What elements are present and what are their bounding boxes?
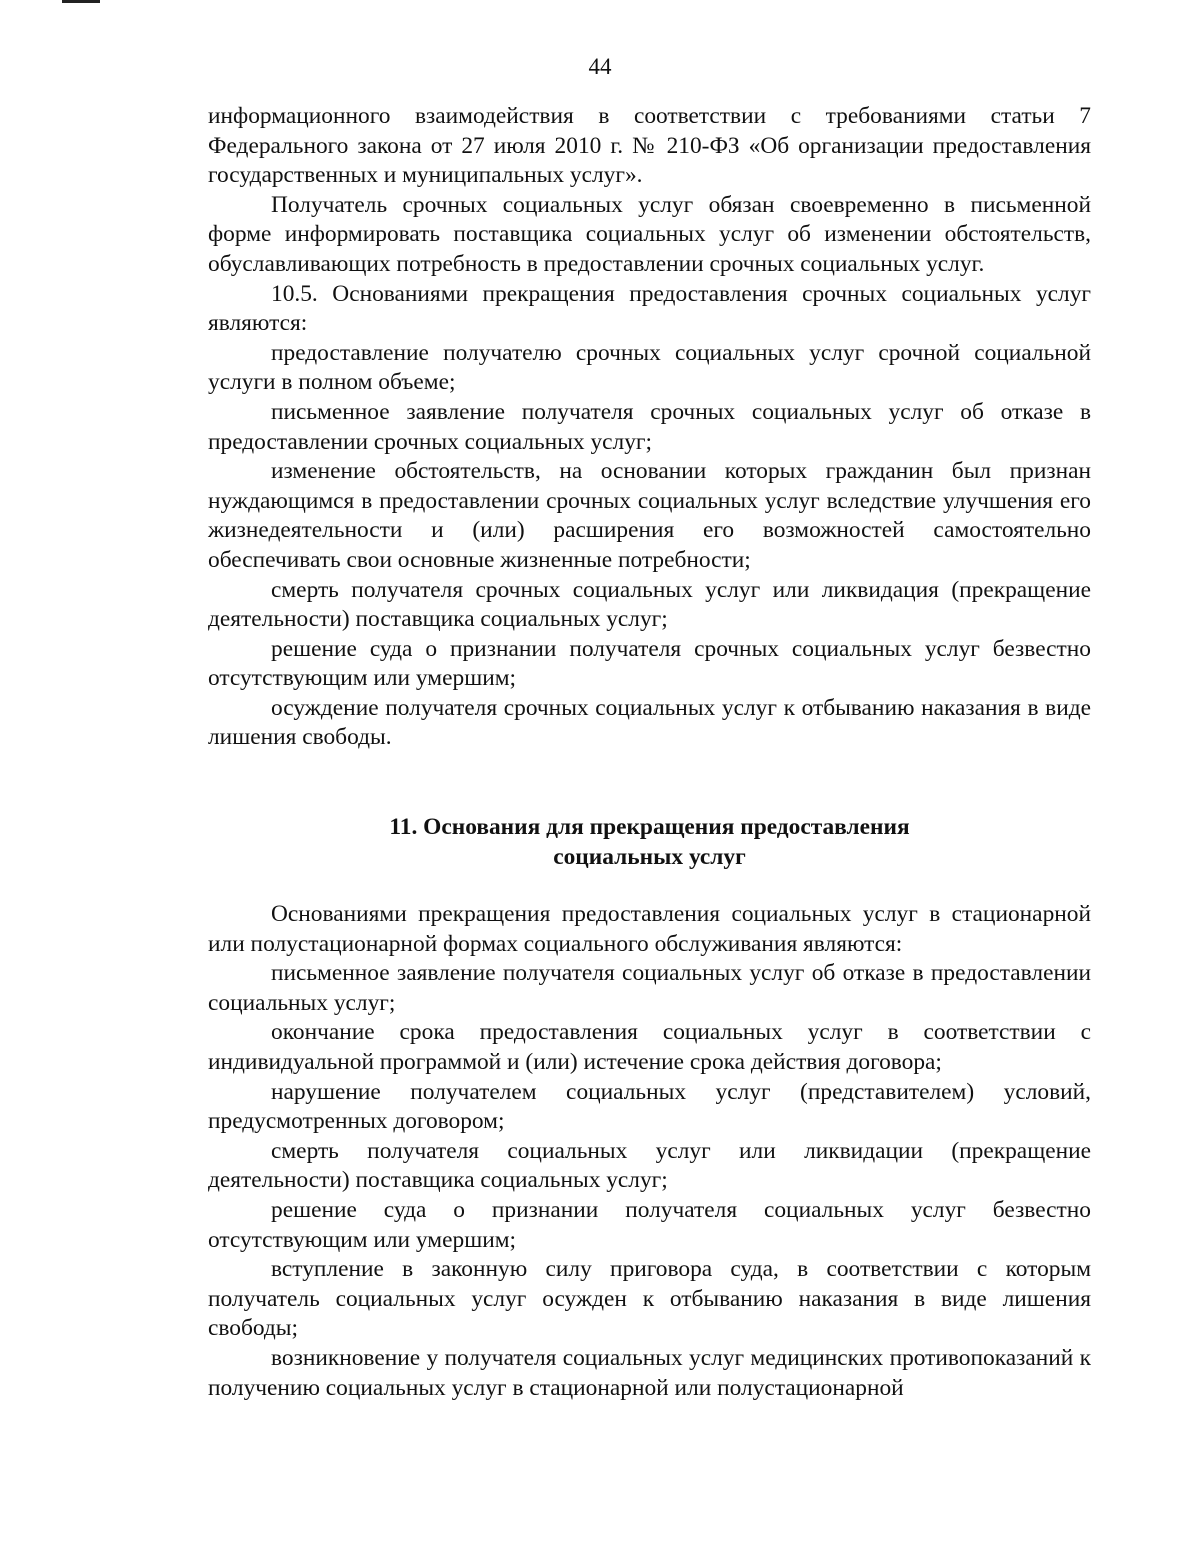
section-heading bbox=[208, 812, 1091, 872]
list-item: изменение обстоятельств, на основании которых гражданин был признан нуждающимся в предоставлении срочных социальных услуг вследствие улучшения его жизнедеятельности и (или) расширения его возможностей самостоятельно обеспечивать свои основные жизненные потребности; bbox=[208, 458, 1091, 573]
list-item: предоставление получателю срочных социальных услуг срочной социальной услуги в полном объеме; bbox=[208, 339, 1091, 396]
paragraph: 10.5. Основаниями прекращения предоставления срочных социальных услуг являются: bbox=[208, 280, 1091, 337]
paragraph: Основаниями прекращения предоставления социальных услуг в стационарной или полустационарной формах социального обслуживания являются: bbox=[208, 901, 1091, 957]
list-item: смерть получателя социальных услуг или ликвидации (прекращение деятельности) поставщика социальных услуг; bbox=[208, 1137, 1091, 1194]
list-item: окончание срока предоставления социальных услуг в соответствии с индивидуальной программой и (или) истечение срока действия договора; bbox=[208, 1019, 1091, 1075]
scan-edge-mark bbox=[62, 0, 100, 3]
list-item: решение суда о признании получателя срочных социальных услуг безвестно отсутствующим или умершим; bbox=[208, 635, 1091, 692]
paragraph: информационного взаимодействия в соответствии с требованиями статьи 7 Федерального закона от 27 июля 2010 г. № 210-ФЗ «Об организации предоставления государственных и муниципальных услуг». bbox=[208, 103, 1091, 189]
list-item: смерть получателя срочных социальных услуг или ликвидация (прекращение деятельности) поставщика социальных услуг; bbox=[208, 576, 1091, 633]
list-item: возникновение у получателя социальных услуг медицинских противопоказаний к получению социальных услуг в стационарной или полустационарной bbox=[208, 1344, 1091, 1401]
list-item: нарушение получателем социальных услуг (представителем) условий, предусмотренных договором; bbox=[208, 1078, 1091, 1135]
list-item: осуждение получателя срочных социальных услуг к отбыванию наказания в виде лишения свободы. bbox=[208, 694, 1091, 751]
section-heading-line-1: 11. Основания для прекращения предоставления bbox=[389, 814, 910, 840]
section-heading-line-2: социальных услуг bbox=[553, 844, 746, 870]
text-block-section-11 bbox=[208, 900, 1091, 1403]
list-item: вступление в законную силу приговора суда, в соответствии с которым получатель социальных услуг осужден к отбыванию наказания в виде лишения свободы; bbox=[208, 1256, 1091, 1342]
paragraph: Получатель срочных социальных услуг обязан своевременно в письменной форме информировать поставщика социальных услуг об изменении обстоятельств, обуславливающих потребность в предоставлении срочных социальных услуг. bbox=[208, 191, 1091, 277]
list-item: решение суда о признании получателя социальных услуг безвестно отсутствующим или умершим; bbox=[208, 1196, 1091, 1253]
list-item: письменное заявление получателя срочных социальных услуг об отказе в предоставлении срочных социальных услуг; bbox=[208, 398, 1091, 455]
page-number: 44 bbox=[588, 54, 612, 79]
text-block-section-10 bbox=[208, 102, 1091, 753]
list-item: письменное заявление получателя социальных услуг об отказе в предоставлении социальных услуг; bbox=[208, 960, 1091, 1016]
